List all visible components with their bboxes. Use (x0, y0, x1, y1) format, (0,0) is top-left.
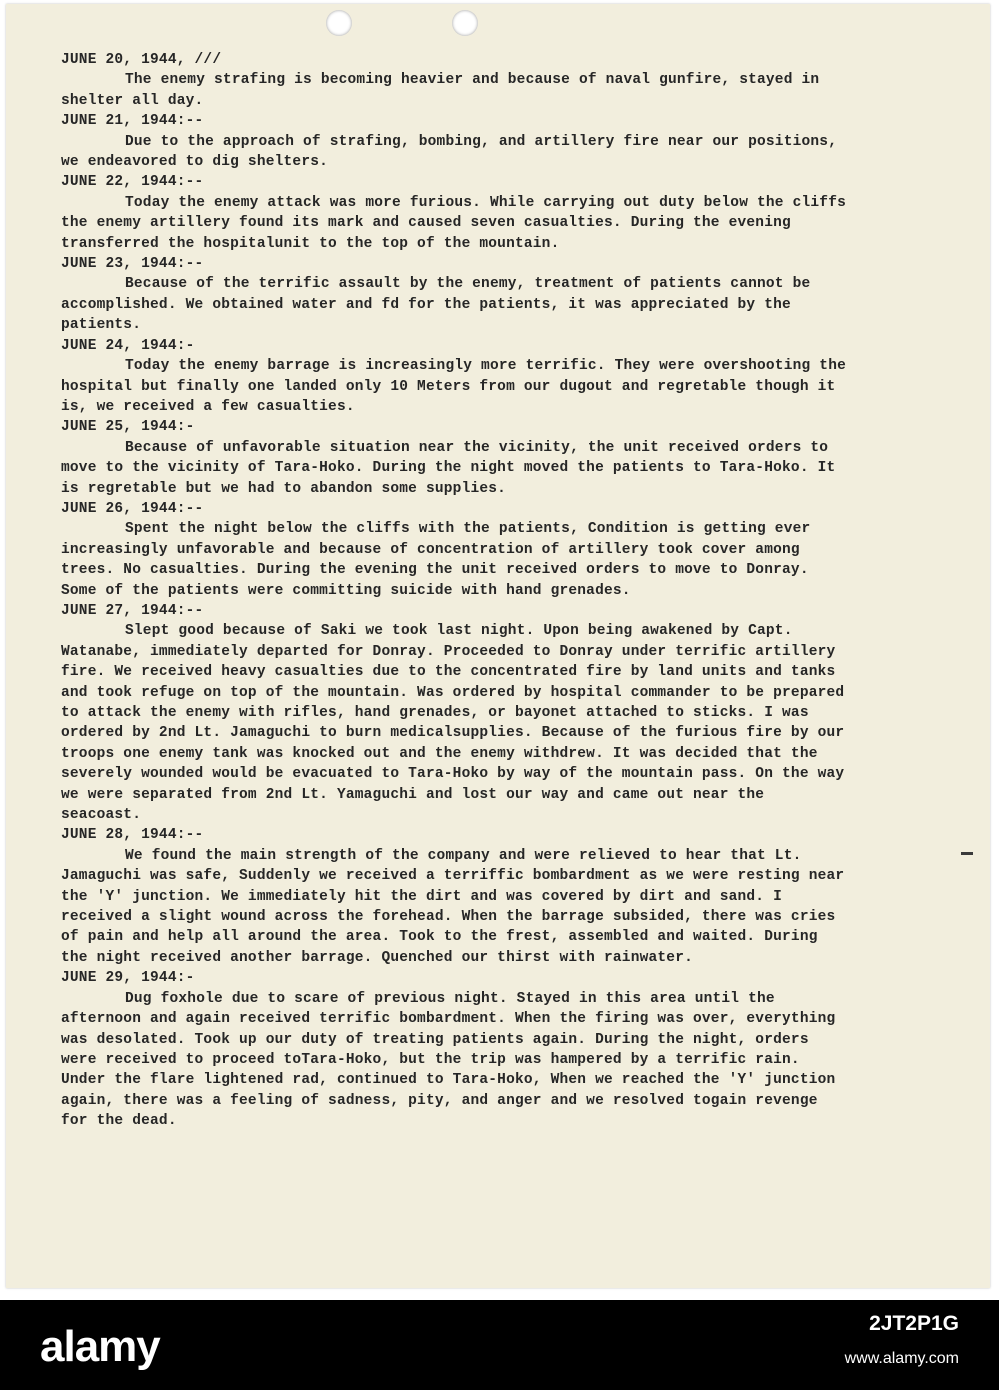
entry-text: Slept good because of Saki we took last night. Upon being awakened by Capt. Watanabe, immediately departed for Donray. Proceeded to Donray under terrific artillery fire. We received heavy casualties due to the concentrated fire by land units and tanks and took refuge on top of the mountain. Was ordered by hospital commander to be prepared to attack the enemy with rifles, hand grenades, or bayonet attached to sticks. I was ordered by 2nd Lt. Jamaguchi to burn medicalsupplies. Because of the furious fire by our troops one enemy tank was knocked out and the enemy withdrew. It was decided that the severely wounded would be evacuated to Tara-Hoko by way of the mountain pass. On the way we were separated from 2nd Lt. Yamaguchi and lost our way and came out near the seacoast. (61, 623, 845, 824)
margin-mark (961, 852, 973, 855)
entry-text: We found the main strength of the company and were relieved to hear that Lt. Jamaguchi was safe, Suddenly we received a terriffic bombardment as we were resting near the 'Y' junction. We immediately hit the dirt and was covered by dirt and sand. I received a slight wound across the forehead. When the barrage subsided, there was cries of pain and help all around the area. Took to the frest, assembled and waited. During the night received another barrage. Quenched our thirst with rainwater. (61, 847, 845, 966)
document-page (6, 4, 990, 1288)
entry-date: JUNE 22, 1944:-- (61, 174, 204, 191)
entry-text: Today the enemy barrage is increasingly more terrific. They were overshooting the hospital but finally one landed only 10 Meters from our dugout and regretable though it is, we received a few casualties. (61, 358, 847, 415)
entry-date: JUNE 28, 1944:-- (61, 827, 204, 844)
entry-date: JUNE 23, 1944:-- (61, 256, 204, 273)
entry-date: JUNE 20, 1944, /// (61, 52, 222, 68)
entry-date: JUNE 21, 1944:-- (61, 113, 204, 130)
diary-text (61, 50, 851, 1132)
entry-text: Today the enemy attack was more furious. While carrying out duty below the cliffs the enemy artillery found its mark and caused seven casualties. During the evening transferred the hospitalunit to the top of the mountain. (61, 194, 847, 252)
punch-hole (452, 10, 478, 36)
punch-hole (326, 10, 352, 36)
entry-date: JUNE 26, 1944:-- (61, 500, 204, 517)
image-id: 2JT2P1G (869, 1312, 959, 1335)
site-url: www.alamy.com (844, 1350, 959, 1367)
entry-date: JUNE 24, 1944:- (61, 337, 195, 354)
alamy-logo: alamy (40, 1322, 160, 1371)
entry-text: Due to the approach of strafing, bombing, and artillery fire near our positions, we endeavored to dig shelters. (61, 133, 838, 171)
entry-date: JUNE 27, 1944:-- (61, 602, 204, 619)
entry-date: JUNE 29, 1944:- (61, 970, 195, 987)
entry-date: JUNE 25, 1944:- (61, 419, 195, 436)
entry-text: Dug foxhole due to scare of previous night. Stayed in this area until the afternoon and again received terrific bombardment. When the firing was over, everything was desolated. Took up our duty of treating patients again. During the night, orders were received to proceed toTara-Hoko, but the trip was hampered by a terrific rain. Under the flare lightened rad, continued to Tara-Hoko, When we reached the 'Y' junction again, there was a feeling of sadness, pity, and anger and we resolved togain revenge for the dead. (61, 990, 836, 1130)
stock-footer-bar (0, 1300, 999, 1390)
entry-text: The enemy strafing is becoming heavier and because of naval gunfire, stayed in shelter all day. (61, 72, 820, 109)
entry-text: Because of unfavorable situation near the vicinity, the unit received orders to move to the vicinity of Tara-Hoko. During the night moved the patients to Tara-Hoko. It is regretable but we had to abandon some supplies. (61, 439, 836, 497)
entry-text: Because of the terrific assault by the enemy, treatment of patients cannot be accomplished. We obtained water and fd for the patients, it was appreciated by the patients. (61, 276, 811, 334)
entry-text: Spent the night below the cliffs with the patients, Condition is getting ever increasingly unfavorable and because of concentration of artillery took cover among trees. No casualties. During the evening the unit received orders to move to Donray. Some of the patients were committing suicide with hand grenades. (61, 521, 811, 599)
image-credit (845, 1312, 959, 1368)
